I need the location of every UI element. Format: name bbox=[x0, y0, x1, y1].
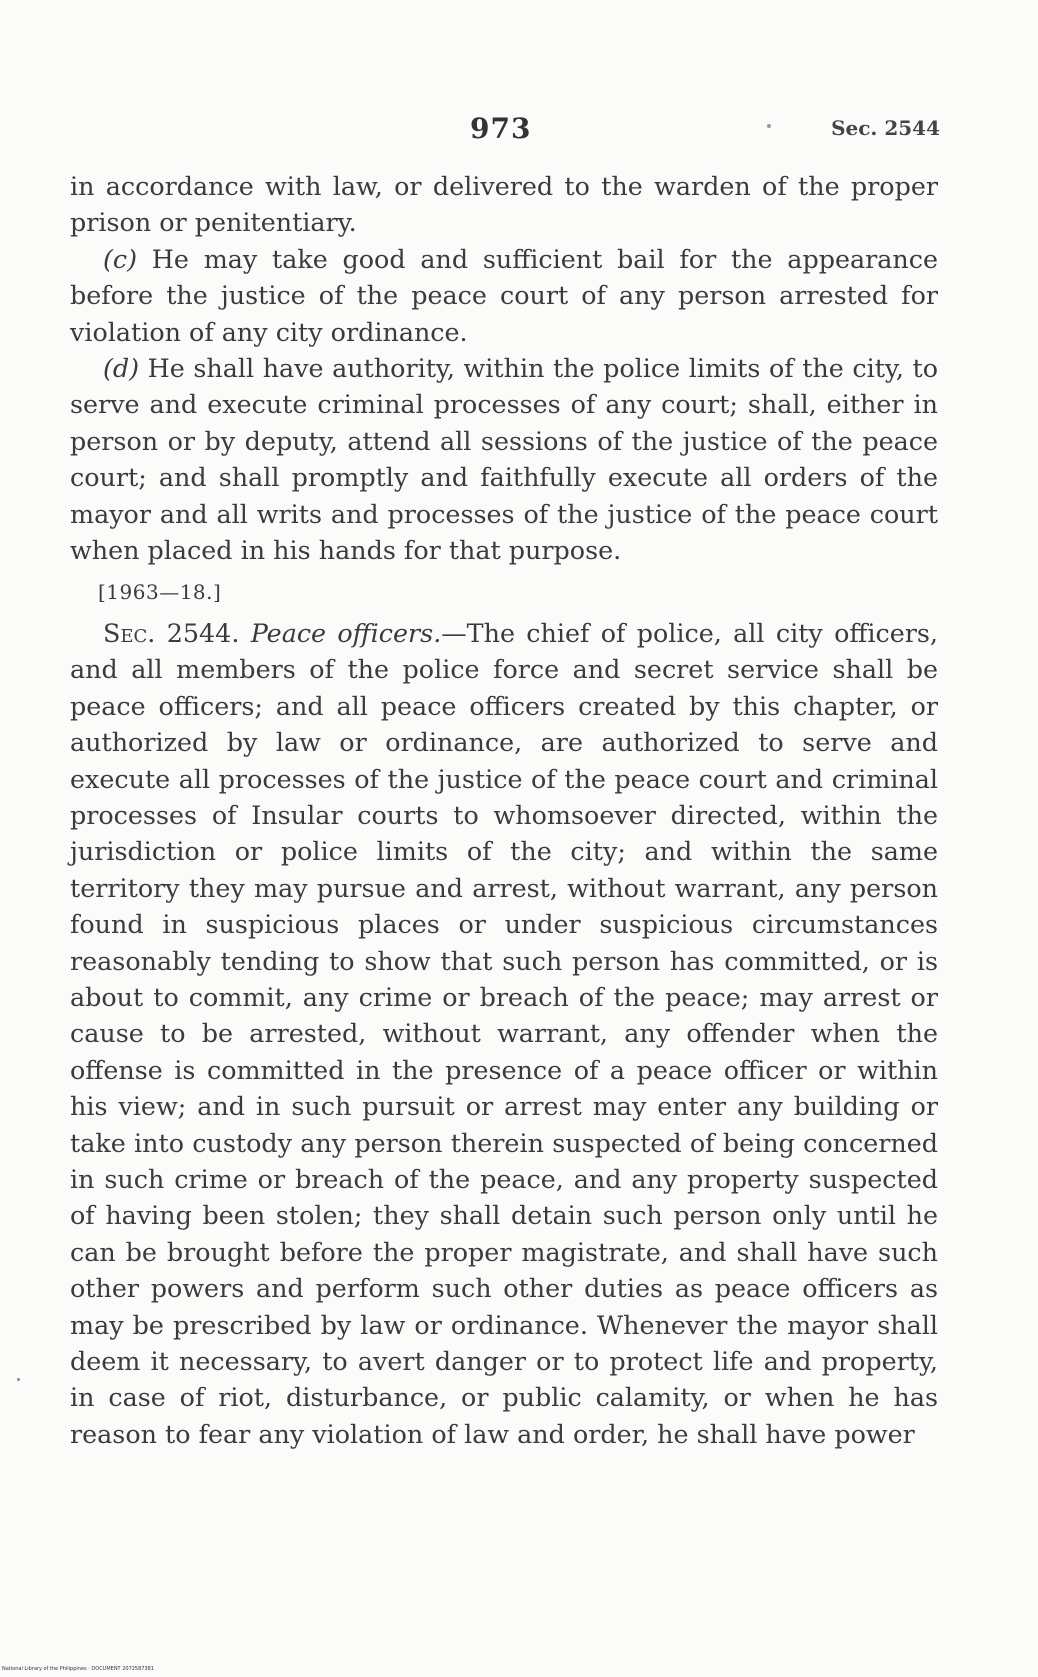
paragraph-continuation: in accordance with law, or delivered to the warden of the proper prison or penitentiary. bbox=[70, 171, 938, 238]
section-label: Sec. 2544. bbox=[103, 617, 240, 648]
paragraph-d bbox=[70, 350, 938, 568]
paragraph-c-text: He may take good and sufficient bail for the appearance before the justice of the peace court of any person arrested for violation of any city ordinance. bbox=[70, 243, 938, 347]
section-title: Peace officers. bbox=[250, 617, 442, 648]
paragraph-d-text: He shall have authority, within the police limits of the city, to serve and execute criminal processes of any court; shall, either in person or by deputy, attend all sessions of the justice of the peace court; and shall promptly and faithfully execute all orders of the mayor and all writs and processes of the justice of the peace court when placed in his hands for that purpose. bbox=[70, 353, 938, 566]
paragraph-c bbox=[70, 241, 938, 350]
paragraph-d-marker: (d) bbox=[103, 353, 140, 384]
running-header bbox=[70, 112, 940, 152]
section-reference: Sec. 2544 bbox=[831, 116, 940, 140]
header-speck bbox=[767, 124, 771, 128]
paragraph-c-marker: (c) bbox=[103, 243, 138, 274]
scan-speck bbox=[17, 1378, 20, 1381]
page-number: 973 bbox=[470, 112, 532, 145]
citation: [1963—18.] bbox=[98, 580, 222, 605]
body-text bbox=[70, 168, 938, 1452]
section-body: —The chief of police, all city officers, and all members of the police force and secret service shall be peace officers; and all peace officers created by this chapter, or authorized by law or ordinance, are authorized to serve and execute all processes of the justice of the peace court and criminal processes of Insular courts to whomsoever directed, within the jurisdiction or police limits of the city; and within the same territory they may pursue and arrest, without warrant, any person found in suspicious places or under suspicious circumstances reasonably tending to show that such person has committed, or is about to commit, any crime or breach of the peace; may arrest or cause to be arrested, without warrant, any offender when the offense is committed in the presence of a peace officer or within his view; and in such pursuit or arrest may enter any building or take into custody any person therein suspected of being concerned in such crime or breach of the peace, and any property suspected of having been stolen; they shall detain such person only until he can be brought before the proper magistrate, and shall have such other powers and perform such other duties as peace officers as may be prescribed by law or ordinance. Whenever the mayor shall deem it necessary, to avert danger or to protect life and property, in case of riot, disturbance, or public calamity, or when he has reason to fear any violation of law and order, he shall have power bbox=[70, 617, 938, 1449]
section-2544 bbox=[70, 615, 938, 1452]
scan-footer: National Library of the Philippines · DOCUMENT 2072587381 bbox=[2, 1666, 155, 1672]
